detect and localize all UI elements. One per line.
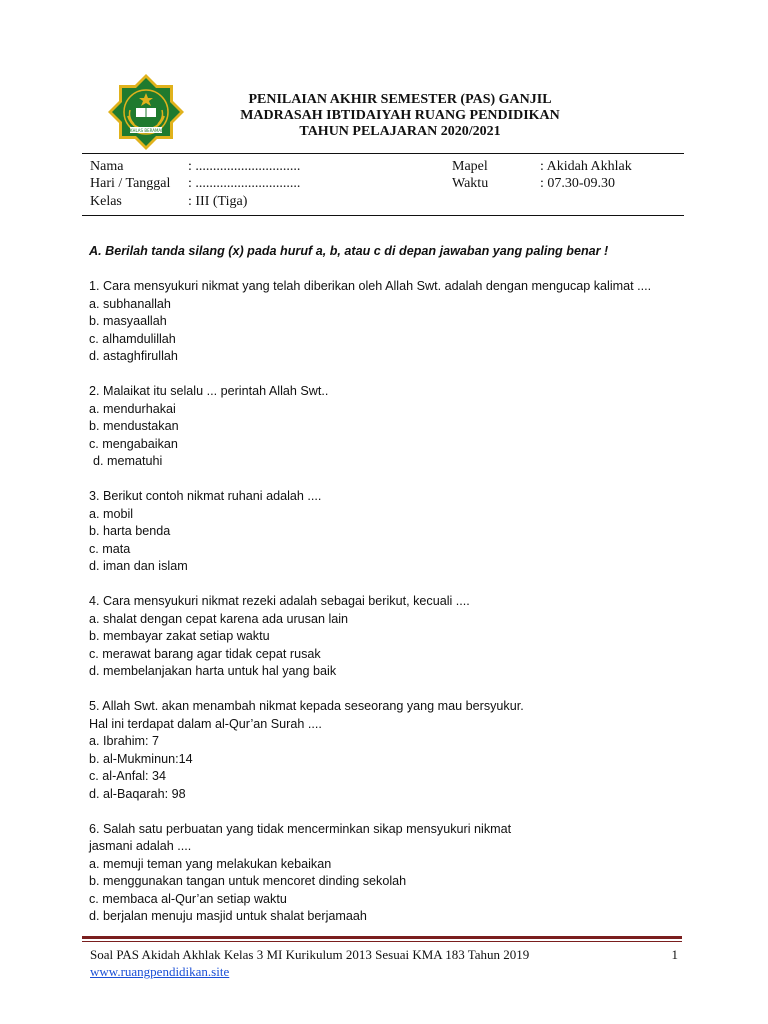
page-number: 1	[671, 947, 678, 962]
option-b: b. harta benda	[89, 524, 171, 538]
option-d: d. berjalan menuju masjid untuk shalat berjamaah	[89, 909, 367, 923]
question-3	[89, 488, 689, 576]
mapel-value: : Akidah Akhlak	[540, 159, 632, 174]
header-year: TAHUN PELAJARAN 2020/2021	[299, 124, 501, 139]
option-d: d. membelanjakan harta untuk hal yang baik	[89, 664, 337, 678]
question-4	[89, 593, 689, 681]
option-b: b. al-Mukminun:14	[89, 751, 193, 766]
kelas-value: : III (Tiga)	[188, 194, 248, 209]
option-b: b. membayar zakat setiap waktu	[89, 629, 270, 643]
option-d: d. astaghfirullah	[89, 349, 178, 363]
website-link[interactable]: www.ruangpendidikan.site	[90, 964, 230, 979]
mapel-label: Mapel	[452, 159, 488, 174]
option-b: b. masyaallah	[89, 314, 167, 328]
waktu-label: Waktu	[452, 176, 489, 191]
instruction-text: A. Berilah tanda silang (x) pada huruf a, b, atau c di depan jawaban yang paling benar !	[89, 244, 609, 258]
question-5	[89, 698, 689, 803]
logo-motto: IKHLAS BERAMAL	[128, 128, 164, 133]
header-rule-bottom	[82, 215, 684, 216]
option-c: c. alhamdulillah	[89, 331, 176, 346]
exam-header	[200, 92, 600, 140]
option-a: a. Ibrahim: 7	[89, 734, 159, 748]
option-b: b. menggunakan tangan untuk mencoret dinding sekolah	[89, 874, 407, 888]
header-rule-top	[82, 153, 684, 154]
question-text: 1. Cara mensyukuri nikmat yang telah diberikan oleh Allah Swt. adalah dengan mengucap kalimat ....	[89, 279, 652, 293]
waktu-value: : 07.30-09.30	[540, 176, 616, 191]
hari-value: : ..............................	[188, 176, 301, 191]
nama-label: Nama	[90, 159, 124, 174]
option-d: d. al-Baqarah: 98	[89, 786, 186, 801]
header-school: MADRASAH IBTIDAIYAH RUANG PENDIDIKAN	[240, 108, 560, 123]
option-a: a. mobil	[89, 506, 134, 521]
question-text: 6. Salah satu perbuatan yang tidak mencerminkan sikap mensyukuri nikmat	[89, 821, 512, 836]
question-section	[89, 243, 689, 943]
question-text: 4. Cara mensyukuri nikmat rezeki adalah sebagai berikut, kecuali ....	[89, 594, 470, 608]
question-2	[89, 383, 689, 471]
option-a: a. subhanallah	[89, 296, 171, 311]
kemenag-logo	[106, 72, 186, 152]
question-text-cont: jasmani adalah ....	[89, 839, 192, 853]
hari-label: Hari / Tanggal	[90, 176, 171, 191]
question-6	[89, 821, 689, 926]
option-b: b. mendustakan	[89, 419, 179, 433]
page-footer	[90, 946, 684, 980]
option-d: d. iman dan islam	[89, 559, 188, 573]
footer-caption: Soal PAS Akidah Akhlak Kelas 3 MI Kurikulum 2013 Sesuai KMA 183 Tahun 2019	[90, 947, 530, 962]
question-text: 3. Berikut contoh nikmat ruhani adalah ....	[89, 489, 322, 503]
option-c: c. al-Anfal: 34	[89, 769, 167, 783]
question-1	[89, 278, 689, 366]
option-a: a. mendurhakai	[89, 401, 176, 416]
question-text: 2. Malaikat itu selalu ... perintah Allah Swt..	[89, 384, 329, 398]
option-c: c. mengabaikan	[89, 436, 178, 451]
kelas-label: Kelas	[90, 194, 122, 209]
question-text: 5. Allah Swt. akan menambah nikmat kepada seseorang yang mau bersyukur.	[89, 699, 524, 713]
footer-rule	[82, 936, 682, 942]
option-c: c. mata	[89, 541, 131, 556]
option-d: d. mematuhi	[93, 454, 163, 468]
question-text-cont: Hal ini terdapat dalam al-Qur’an Surah ....	[89, 716, 322, 731]
option-c: c. merawat barang agar tidak cepat rusak	[89, 646, 321, 661]
option-a: a. shalat dengan cepat karena ada urusan lain	[89, 611, 349, 626]
header-title: PENILAIAN AKHIR SEMESTER (PAS) GANJIL	[248, 92, 552, 107]
option-c: c. membaca al-Qur’an setiap waktu	[89, 891, 287, 906]
nama-value: : ..............................	[188, 159, 301, 174]
option-a: a. memuji teman yang melakukan kebaikan	[89, 856, 332, 871]
